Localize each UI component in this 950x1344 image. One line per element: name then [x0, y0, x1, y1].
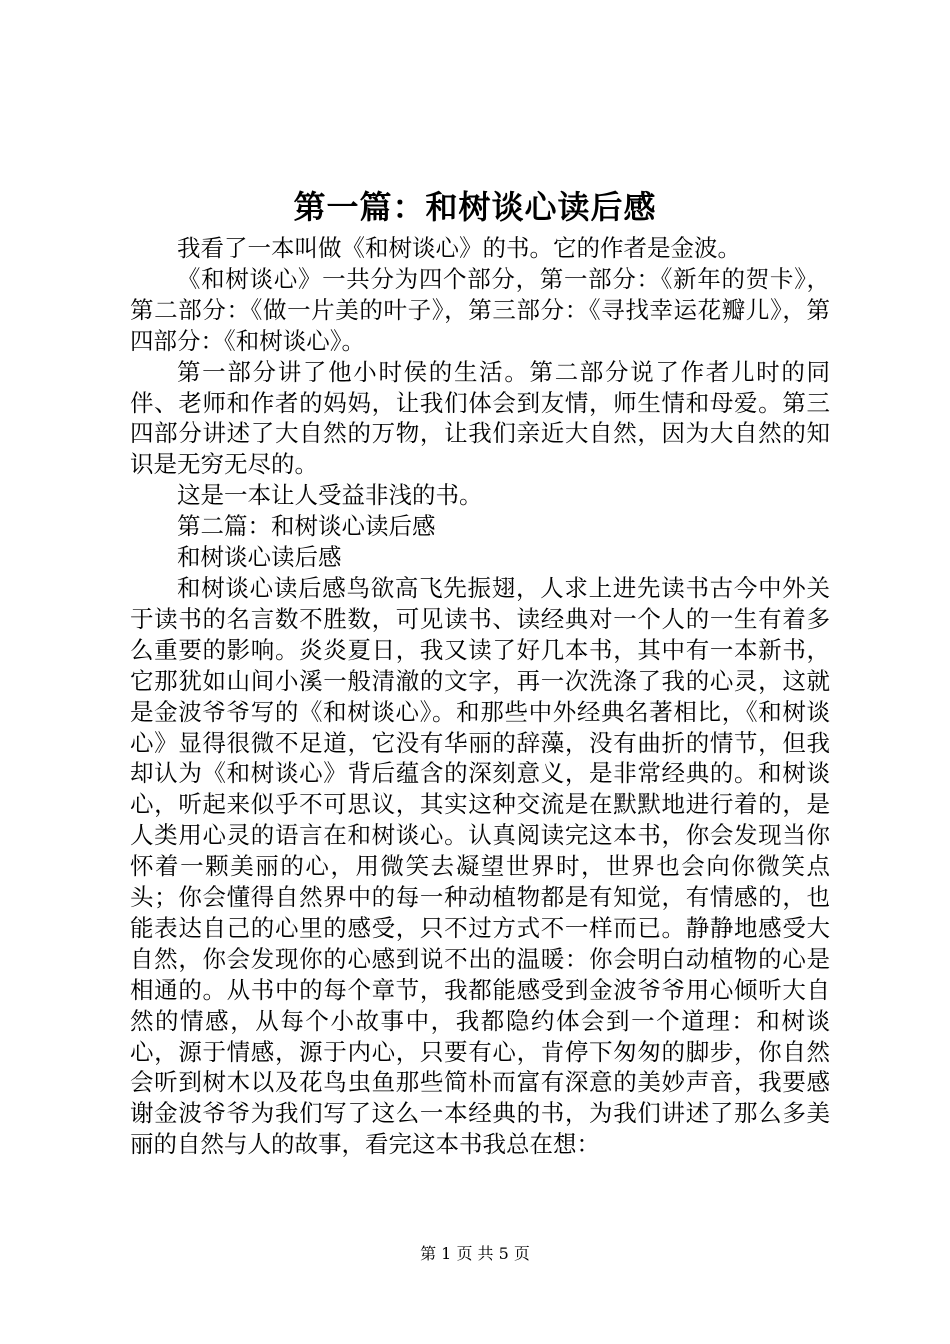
section-heading: 第二篇：和树谈心读后感: [177, 512, 436, 541]
paragraph: 这是一本让人受益非浅的书。: [177, 481, 483, 510]
paragraph: 和树谈心读后感鸟欲高飞先振翅，人求上进先读书古今中外关于读书的名言数不胜数，可见读书、读经典对一个人的一生有着多么重要的影响。炎炎夏日，我又读了好几本书，其中有一本新书，它那犹如山间小溪一般清澈的文字，再一次洗涤了我的心灵，这就是金波爷爷写的《和树谈心》。和那些中外经典名著相比，《和树谈心》显得很微不足道，它没有华丽的辞藻，没有曲折的情节，但我却认为《和树谈心》背后蕴含的深刻意义，是非常经典的。和树谈心，听起来似乎不可思议，其实这种交流是在默默地进行着的，是人类用心灵的语言在和树谈心。认真阅读完这本书，你会发现当你怀着一颗美丽的心，用微笑去凝望世界时，世界也会向你微笑点头；你会懂得自然界中的每一种动植物都是有知觉，有情感的，也能表达自己的心里的感受，只不过方式不一样而已。静静地感受大自然，你会发现你的心感到说不出的温暖：你会明白动植物的心是相通的。从书中的每个章节，我都能感受到金波爷爷用心倾听大自然的情感，从每个小故事中，我都隐约体会到一个道理：和树谈心，源于情感，源于内心，只要有心，肯停下匆匆的脚步，你自然会听到树木以及花鸟虫鱼那些简朴而富有深意的美妙声音，我要感谢金波爷爷为我们写了这么一本经典的书，为我们讲述了那么多美丽的自然与人的故事，看完这本书我总在想：: [130, 573, 830, 1159]
paragraph: 《和树谈心》一共分为四个部分，第一部分：《新年的贺卡》，第二部分：《做一片美的叶子》，第三部分：《寻找幸运花瓣儿》，第四部分：《和树谈心》。: [130, 264, 830, 355]
page-footer: 第 1 页 共 5 页: [420, 1244, 530, 1263]
document-body: [130, 233, 830, 1160]
document-title: 第一篇：和树谈心读后感: [293, 188, 657, 226]
section-subheading: 和树谈心读后感: [177, 543, 342, 572]
paragraph: 第一部分讲了他小时侯的生活。第二部分说了作者儿时的同伴、老师和作者的妈妈，让我们体会到友情，师生情和母爱。第三四部分讲述了大自然的万物，让我们亲近大自然，因为大自然的知识是无穷无尽的。: [130, 357, 830, 479]
paragraph: 我看了一本叫做《和树谈心》的书。它的作者是金波。: [177, 234, 741, 262]
